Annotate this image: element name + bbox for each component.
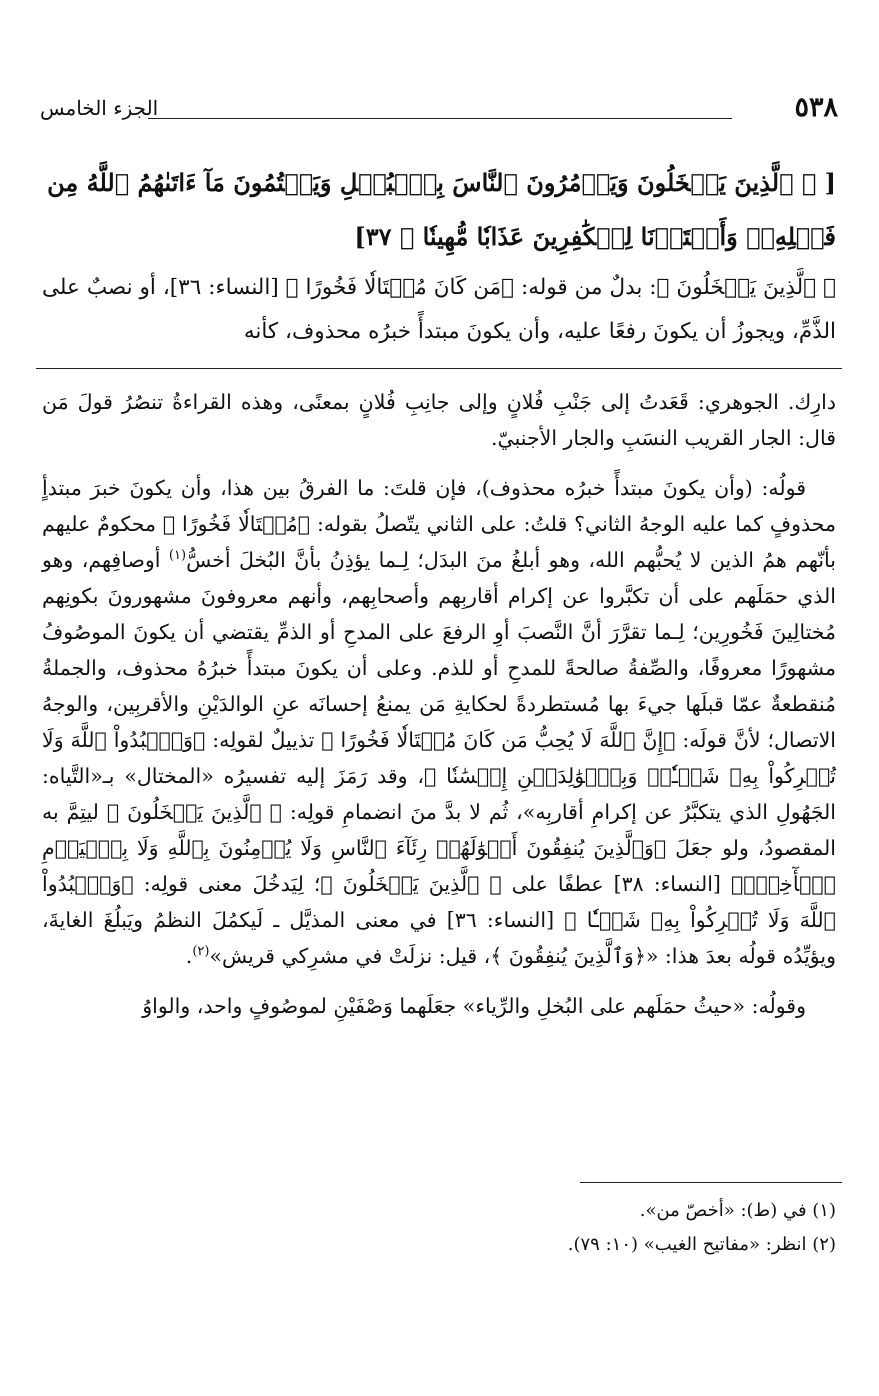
commentary-paragraph-2-part-b: أوصافِهم، وهو الذي حمَلَهم على أن تكبَّروا عن إكرام أقاربِهم وأصحابِهم، وأنهم معروفونَ مشهورونَ بكونِهم مُختالِينَ فَخُورِين؛ لِـما تقرَّرَ أنَّ النَّصبَ أوِ الرفعَ على المدحِ أو الذمِّ يقتضي أن يكونَ الموصُوفُ مشهورًا معروفًا، والصِّفةُ صالحةً للمدحِ أو للذم. وعلى أن يكونَ مبتدأً خبرُهُ محذوف، والجملةُ مُنقطعةٌ عمّا قبلَها جيءَ بها مُستطردةً لحكايةِ مَن يمنعُ إحسانَه عنِ الوالدَيْنِ والأقربِين، والوجهُ الاتصال؛ لأنَّ قولَه: ﴿إِنَّ ٱللَّهَ لَا يُحِبُّ مَن كَانَ مُخۡتَالٗا فَخُورًا ﴾ تذييلٌ لقولِه: ﴿وَٱعۡبُدُواْ ٱللَّهَ وَلَا تُشۡرِكُواْ بِهِۦ شَيۡـٔٗاۖ وَبِٱلۡوَٰلِدَيۡنِ إِحۡسَٰنٗا ﴾، وقد رَمَزَ إليه تفسيرُه «المختال» بـ«التَّياه: الجَهُولِ الذي يتكبَّرُ عن إكرامِ أقاربِه»، ثُم لا بدَّ منَ انضمامِ قولِه: ﴿ ٱلَّذِينَ يَبۡخَلُونَ ﴾ ليتِمَّ به المقصودُ، ولو جعَلَ ﴿وَٱلَّذِينَ يُنفِقُونَ أَمۡوَٰلَهُمۡ رِئَآءَ ٱلنَّاسِ وَلَا يُؤۡمِنُونَ بِٱللَّهِ وَلَا بِٱلۡيَوۡمِ ٱلۡأٓخِرِۗ﴾ [النساء: ٣٨] عطفًا على ﴿ ٱلَّذِينَ يَبۡخَلُونَ ﴾؛ لِيَدخُلَ معنى قولِه: ﴿وَٱعۡبُدُواْ ٱللَّهَ وَلَا تُشۡرِكُواْ بِهِۦ شَيۡـٔٗا ﴾ [النساء: ٣٦] في معنى المذيَّل ـ لَيكمُلَ النظمُ ويَبلُغَ الغايةَ، ويؤيِّدُه قولُه بعدَ هذا: «﴿وَٱلَّذِينَ يُنفِقُونَ ﴾، قيل: نزلَتْ في مشرِكي قريش»: [42, 548, 836, 968]
footnote-1: (١) في (ط): «أخصّ من».: [639, 1200, 836, 1221]
page-header: [36, 92, 842, 122]
tafsir-text: ﴿ ٱلَّذِينَ يَبۡخَلُونَ ﴾: بدلٌ من قوله: ﴿مَن كَانَ مُخۡتَالٗا فَخُورًا ﴾ [النساء: ٣٦]، أو نصبٌ على الذَّمِّ، ويجوزُ أن يكونَ رفعًا عليه، وأن يكونَ مبتدأً خبرُه محذوف، كأنه: [42, 275, 836, 344]
footnote-ref-1[interactable]: (١): [168, 548, 187, 564]
commentary-paragraph-2: [42, 470, 836, 974]
section-divider: [36, 368, 842, 369]
commentary-paragraph-2-part-a: قولُه: (وأن يكونَ مبتدأً خبرُه محذوف)، فإن قلتَ: ما الفرقُ بين هذا، وأن يكونَ خبرَ مبتدأٍ محذوفٍ كما عليه الوجهُ الثاني؟ قلتُ: على الثاني يتّصلُ بقوله: ﴿مُخۡتَالٗا فَخُورًا ﴾ محكومٌ عليهم بأنّهم همُ الذين لا يُحبُّهم الله، وهو أبلغُ منَ البدَل؛ لِـما يؤذِنُ بأنَّ البُخلَ أخسُّ: [42, 476, 836, 572]
quran-verse: [ ﴿ ٱلَّذِينَ يَبۡخَلُونَ وَيَأۡمُرُونَ ٱلنَّاسَ بِٱلۡبُخۡلِ وَيَكۡتُمُونَ مَآ ءَاتَىٰهُمُ ٱللَّهُ مِن فَضۡلِهِۦۗ وَأَعۡتَدۡنَا لِلۡكَٰفِرِينَ عَذَابٗا مُّهِينٗا ﴾ ٣٧]: [47, 168, 836, 251]
footnote-divider: [580, 1182, 842, 1183]
header-rule: [148, 118, 732, 119]
running-title: الجزء الخامس: [40, 96, 159, 120]
commentary-paragraph-2-end: .: [185, 944, 193, 968]
footnote-ref-2[interactable]: (٢): [192, 944, 210, 960]
book-page: [36, 70, 842, 1370]
commentary-paragraph-3: وقولُه: «حيثُ حمَلَهم على البُخلِ والرِّياء» جعَلَهما وَصْفَيْنِ لموصُوفٍ واحد، والواوُ: [142, 994, 806, 1018]
page-number: ٥٣٨: [794, 92, 838, 123]
commentary-section: [42, 384, 836, 1038]
footnote-2: (٢) انظر: «مفاتيح الغيب» (١٠: ٧٩).: [567, 1234, 836, 1255]
commentary-paragraph-1: دارِك. الجوهري: قَعَدتُ إلى جَنْبِ فُلانٍ وإلى جانِبِ فُلانٍ بمعنًى، وهذه القراءةُ تنصُرُ قولَ مَن قال: الجار القريب النسَبِ والجار الأجنبيّ.: [42, 390, 836, 450]
footnotes: [42, 1194, 836, 1262]
